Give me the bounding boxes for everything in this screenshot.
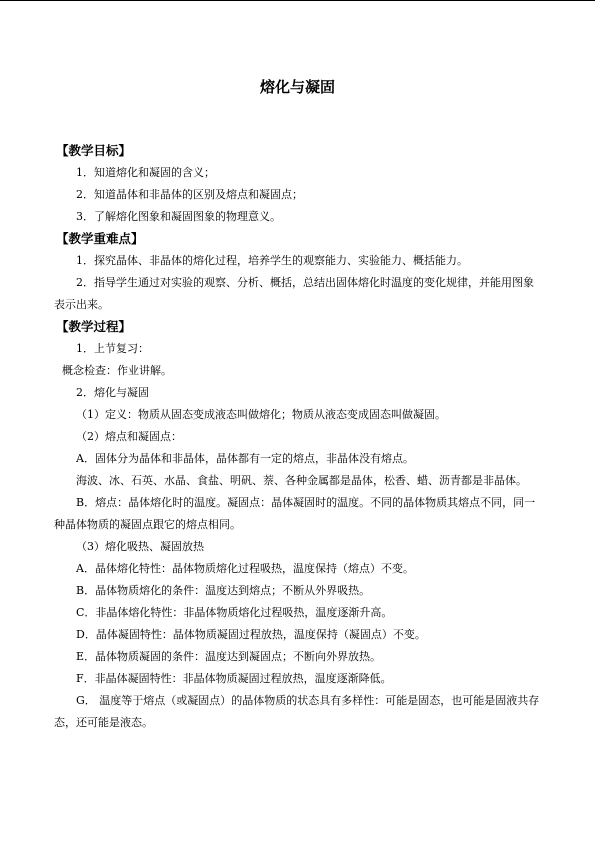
definition-text: （1）定义：物质从固态变成液态叫做熔化；物质从液态变成固态叫做凝固。 [76,408,446,421]
heat-item: E．晶体物质凝固的条件：温度达到凝固点；不断向外界放热。 [76,650,382,663]
heat-item: B．晶体物质熔化的条件：温度达到熔点；不断从外界吸热。 [76,584,371,597]
points-title: （2）熔点和凝固点： [76,430,182,443]
key-point-item: 1．探究晶体、非晶体的熔化过程，培养学生的观察能力、实验能力、概括能力。 [76,254,468,267]
topic-title: 2．熔化与凝固 [76,386,149,399]
top-rule [0,0,595,1]
heat-item: F．非晶体凝固特性：非晶体物质凝固过程放热，温度逐渐降低。 [76,672,392,685]
heat-title: （3）熔化吸热、凝固放热 [76,540,204,553]
goal-item: 1．知道熔化和凝固的含义； [76,166,215,179]
page-title: 熔化与凝固 [259,78,335,96]
review-title: 1．上节复习： [76,342,149,355]
heat-item: C．非晶体熔化特性：非晶体物质熔化过程吸热，温度逐渐升高。 [76,606,393,619]
process-heading: 【教学过程】 [56,319,132,334]
heat-item: A．晶体熔化特性：晶体物质熔化过程吸热，温度保持（熔点）不变。 [76,562,414,575]
key-points-heading: 【教学重难点】 [56,231,144,246]
document-body [54,140,540,734]
crystal-examples: 海波、冰、石英、水晶、食盐、明矾、萘、各种金属都是晶体，松香、蜡、沥青都是非晶体。 [76,474,527,487]
point-a: A．固体分为晶体和非晶体，晶体都有一定的熔点，非晶体没有熔点。 [76,452,414,465]
goal-item: 2．知道晶体和非晶体的区别及熔点和凝固点； [76,188,303,201]
heat-item: D．晶体凝固特性：晶体物质凝固过程放热，温度保持（凝固点）不变。 [76,628,426,641]
goals-heading: 【教学目标】 [56,143,132,158]
review-body: 概念检查：作业讲解。 [62,364,172,377]
point-g: G． 温度等于熔点（或凝固点）的晶体物质的状态具有多样性：可能是固态，也可能是固液共存态，还可能是液态。 [54,694,540,729]
goal-item: 3．了解熔化图象和凝固图象的物理意义。 [76,210,281,223]
key-point-item: 2．指导学生通过对实验的观察、分析、概括，总结出固体熔化时温度的变化规律，并能用图象表示出来。 [54,276,534,311]
point-b: B．熔点：晶体熔化时的温度。凝固点：晶体凝固时的温度。不同的晶体物质其熔点不同，同一种晶体物质的凝固点跟它的熔点相同。 [54,496,536,531]
